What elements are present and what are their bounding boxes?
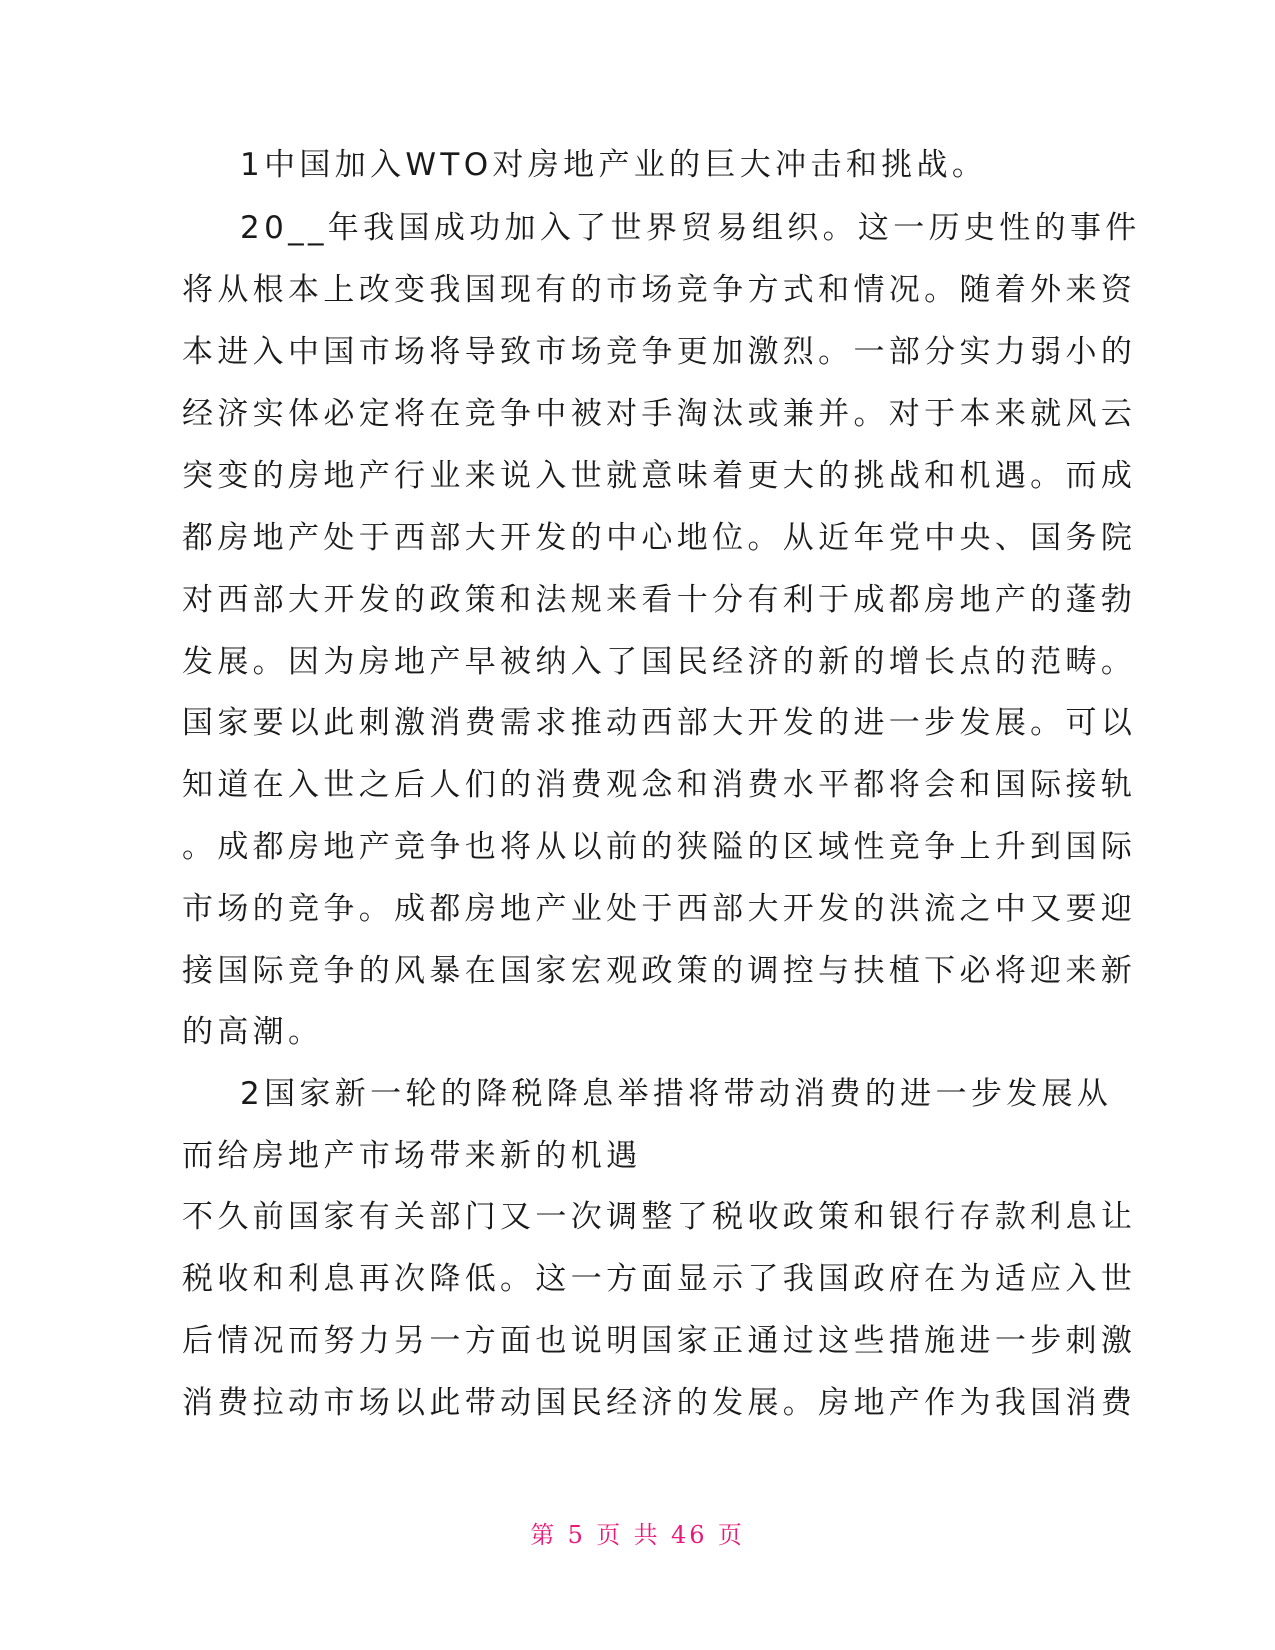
paragraph-line: 发展。因为房地产早被纳入了国民经济的新的增长点的范畴。 — [182, 644, 1137, 680]
paragraph-line: 知道在入世之后人们的消费观念和消费水平都将会和国际接轨 — [182, 767, 1137, 803]
section-heading-2-cont: 而给房地产市场带来新的机遇 — [182, 1138, 642, 1174]
paragraph-line: 都房地产处于西部大开发的中心地位。从近年党中央、国务院 — [182, 520, 1137, 556]
page-number-footer: 第 5 页 共 46 页 — [530, 1521, 745, 1549]
section-heading-2: 2国家新一轮的降税降息举措将带动消费的进一步发展从 — [240, 1076, 1113, 1112]
paragraph-line: 对西部大开发的政策和法规来看十分有利于成都房地产的蓬勃 — [182, 582, 1137, 618]
paragraph-line: 本进入中国市场将导致市场竞争更加激烈。一部分实力弱小的 — [182, 334, 1137, 370]
paragraph-line: 国家要以此刺激消费需求推动西部大开发的进一步发展。可以 — [182, 705, 1137, 741]
paragraph-line: 后情况而努力另一方面也说明国家正通过这些措施进一步刺激 — [182, 1323, 1137, 1359]
paragraph-line: 。成都房地产竞争也将从以前的狭隘的区域性竞争上升到国际 — [182, 829, 1137, 865]
paragraph-line: 不久前国家有关部门又一次调整了税收政策和银行存款利息让 — [182, 1199, 1137, 1235]
paragraph-line: 的高潮。 — [182, 1014, 324, 1050]
paragraph-line: 将从根本上改变我国现有的市场竞争方式和情况。随着外来资 — [182, 272, 1137, 308]
paragraph-line: 经济实体必定将在竞争中被对手淘汰或兼并。对于本来就风云 — [182, 396, 1137, 432]
section-heading-1: 1中国加入WTO对房地产业的巨大冲击和挑战。 — [240, 147, 988, 183]
paragraph-line: 接国际竞争的风暴在国家宏观政策的调控与扶植下必将迎来新 — [182, 953, 1137, 989]
paragraph-line: 消费拉动市场以此带动国民经济的发展。房地产作为我国消费 — [182, 1385, 1137, 1421]
paragraph-line: 市场的竞争。成都房地产业处于西部大开发的洪流之中又要迎 — [182, 891, 1137, 927]
paragraph-line: 税收和利息再次降低。这一方面显示了我国政府在为适应入世 — [182, 1261, 1137, 1297]
paragraph-line: 突变的房地产行业来说入世就意味着更大的挑战和机遇。而成 — [182, 458, 1137, 494]
paragraph-line: 20__年我国成功加入了世界贸易组织。这一历史性的事件 — [240, 210, 1141, 246]
